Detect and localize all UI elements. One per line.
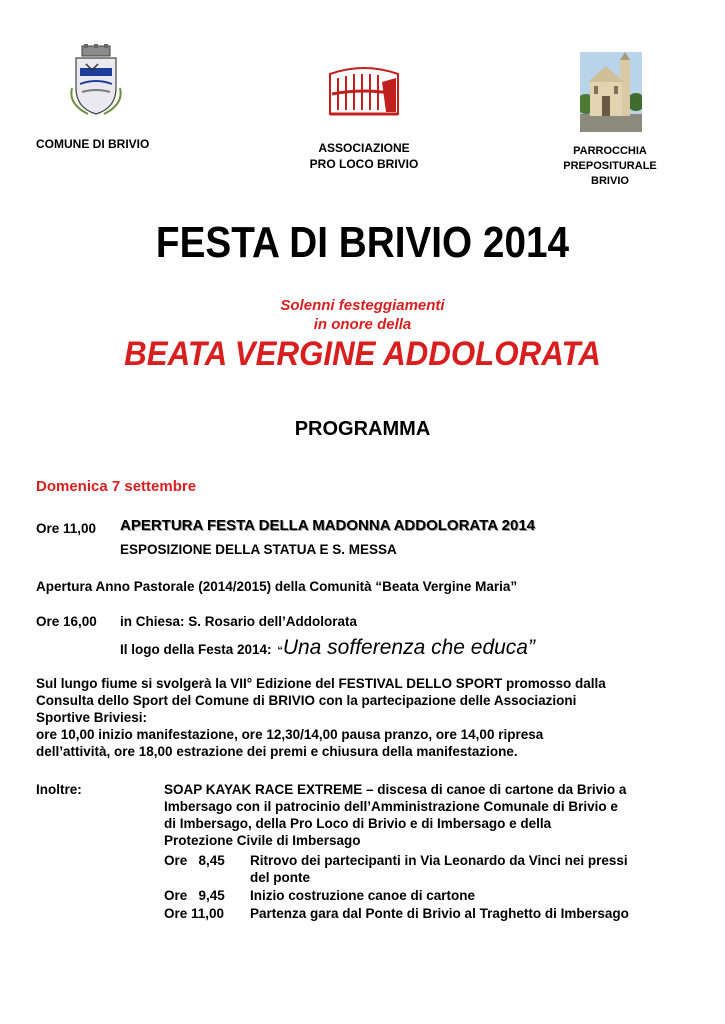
church-photo bbox=[580, 52, 642, 132]
parrocchia-line-1: PARROCCHIA bbox=[573, 145, 647, 157]
proloco-label bbox=[296, 140, 432, 172]
page-title: FESTA DI BRIVIO 2014 bbox=[155, 218, 570, 267]
comune-label bbox=[36, 136, 176, 152]
schedule-2-text: Inizio costruzione canoe di cartone bbox=[250, 888, 476, 903]
schedule-1-time: Ore 8,45 bbox=[164, 853, 225, 868]
logo-intro bbox=[120, 636, 535, 660]
inoltre-line-2: Imbersago con il patrocinio dell’Amministrazione Comunale di Brivio e bbox=[164, 799, 618, 814]
comune-name: COMUNE DI BRIVIO bbox=[36, 137, 150, 151]
event-date: Domenica 7 settembre bbox=[36, 478, 197, 495]
event-1-subtitle: ESPOSIZIONE DELLA STATUA E S. MESSA bbox=[120, 542, 397, 557]
event-1-title: APERTURA FESTA DELLA MADONNA ADDOLORATA 2014 bbox=[120, 517, 536, 534]
event-2-title: in Chiesa: S. Rosario dell’Addolorata bbox=[120, 614, 358, 629]
logo-quote-open: “ bbox=[277, 645, 283, 657]
parrocchia-line-3: BRIVIO bbox=[591, 175, 629, 187]
schedule-3-text: Partenza gara dal Ponte di Brivio al Traghetto di Imbersago bbox=[250, 906, 629, 921]
event-2-time: Ore 16,00 bbox=[36, 614, 97, 629]
festival-line-5: dell’attività, ore 18,00 estrazione dei premi e chiusura della manifestazione. bbox=[36, 744, 518, 759]
comune-crest-icon bbox=[68, 44, 124, 116]
subtitle-line-2: in onore della bbox=[313, 316, 412, 333]
proloco-line-1: ASSOCIAZIONE bbox=[318, 141, 410, 155]
festival-line-1: Sul lungo fiume si svolgerà la VII° Edizione del FESTIVAL DELLO SPORT promosso dalla bbox=[36, 676, 606, 691]
proloco-logo-icon bbox=[326, 64, 402, 118]
apertura-anno-pastorale: Apertura Anno Pastorale (2014/2015) della Comunità “Beata Vergine Maria” bbox=[36, 579, 518, 594]
logo-motto: Una sofferenza che educa” bbox=[282, 636, 535, 659]
schedule-2-time: Ore 9,45 bbox=[164, 888, 225, 903]
inoltre-line-4: Protezione Civile di Imbersago bbox=[164, 833, 361, 848]
proloco-line-2: PRO LOCO BRIVIO bbox=[309, 157, 419, 171]
schedule-3-time: Ore 11,00 bbox=[164, 906, 225, 921]
festival-line-4: ore 10,00 inizio manifestazione, ore 12,30/14,00 pausa pranzo, ore 14,00 ripresa bbox=[36, 727, 544, 742]
parrocchia-label bbox=[544, 144, 676, 189]
subtitle-line-1: Solenni festeggiamenti bbox=[280, 297, 445, 314]
festival-line-3: Sportive Briviesi: bbox=[36, 710, 148, 725]
parrocchia-line-2: PREPOSITURALE bbox=[563, 160, 657, 172]
programma-heading: PROGRAMMA bbox=[294, 418, 431, 440]
event-1-time: Ore 11,00 bbox=[36, 521, 97, 536]
festival-line-2: Consulta dello Sport del Comune di BRIVIO con la partecipazione delle Associazioni bbox=[36, 693, 577, 708]
inoltre-label: Inoltre: bbox=[36, 782, 82, 797]
inoltre-line-3: di Imbersago, della Pro Loco di Brivio e di Imbersago e della bbox=[164, 816, 552, 831]
schedule-1-text-2: del ponte bbox=[250, 870, 310, 885]
schedule-1-text: Ritrovo dei partecipanti in Via Leonardo da Vinci nei pressi bbox=[250, 853, 628, 868]
logo-intro-text: Il logo della Festa 2014: bbox=[120, 642, 272, 657]
inoltre-line-1: SOAP KAYAK RACE EXTREME – discesa di canoe di cartone da Brivio a bbox=[164, 782, 627, 797]
dedication-heading: BEATA VERGINE ADDOLORATA bbox=[124, 335, 601, 373]
